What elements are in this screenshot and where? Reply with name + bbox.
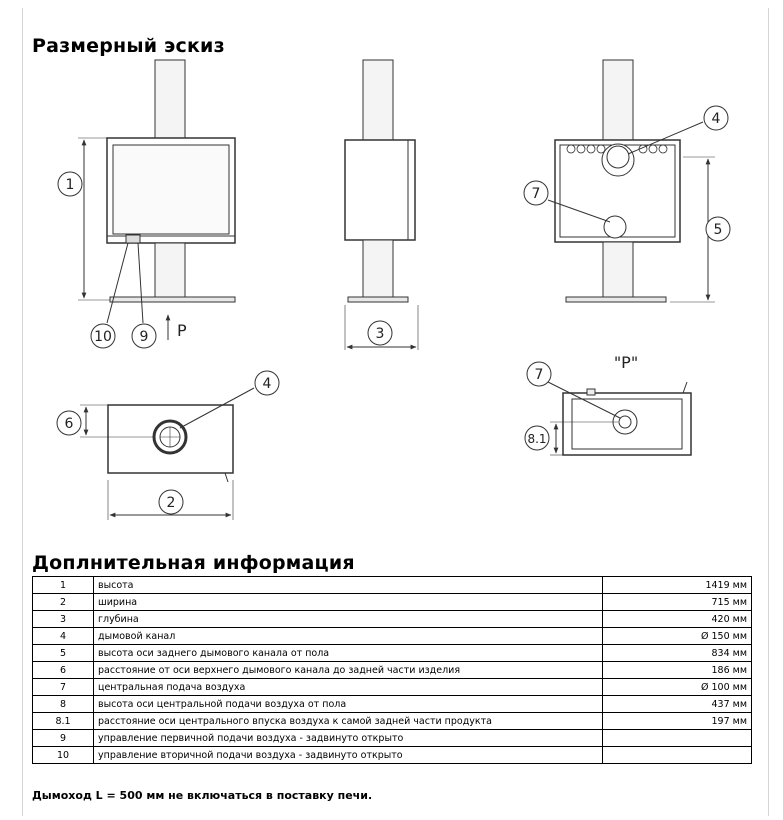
callout-4-rear: 4 [711,111,721,127]
row-description: расстояние оси центрального впуска воздуха к самой задней части продукта [94,713,603,730]
row-value [603,730,752,747]
row-number: 3 [33,611,94,628]
table-row [33,679,752,696]
row-number: 10 [33,747,94,764]
table-row [33,611,752,628]
row-description: ширина [94,594,603,611]
table-row [33,662,752,679]
row-description: дымовой канал [94,628,603,645]
row-value: Ø 150 мм [603,628,752,645]
row-description: центральная подача воздуха [94,679,603,696]
row-description: управление вторичной подачи воздуха - задвинуто открыто [94,747,603,764]
callout-10: 10 [94,329,112,345]
info-title: Доплнительная информация [32,552,355,574]
row-description: управление первичной подачи воздуха - задвинуто открыто [94,730,603,747]
callout-4-top: 4 [262,376,272,392]
table-row [33,730,752,747]
row-number: 6 [33,662,94,679]
sketch-title: Размерный эскиз [32,35,225,57]
row-number: 7 [33,679,94,696]
row-number: 1 [33,577,94,594]
row-number: 8 [33,696,94,713]
row-value: 1419 мм [603,577,752,594]
row-value: 186 мм [603,662,752,679]
rear-view [548,60,715,302]
callout-2: 2 [166,495,176,511]
row-description: высота оси центральной подачи воздуха от пола [94,696,603,713]
side-view [345,60,418,350]
row-number: 5 [33,645,94,662]
table-row [33,713,752,730]
row-value: 834 мм [603,645,752,662]
row-number: 8.1 [33,713,94,730]
callout-1: 1 [65,177,75,193]
table-row [33,594,752,611]
front-view [78,60,235,340]
callout-5: 5 [713,222,723,238]
row-number: 9 [33,730,94,747]
table-row [33,747,752,764]
row-value: Ø 100 мм [603,679,752,696]
row-value: 420 мм [603,611,752,628]
p-arrow-label: P [177,321,187,340]
row-description: высота [94,577,603,594]
callout-8-1: 8.1 [527,432,547,446]
row-description: высота оси заднего дымового канала от пола [94,645,603,662]
callout-6: 6 [64,416,74,432]
row-description: расстояние от оси верхнего дымового канала до задней части изделия [94,662,603,679]
p-view-label: "P" [613,353,639,372]
row-value: 437 мм [603,696,752,713]
p-view [548,382,691,455]
callout-9: 9 [139,329,149,345]
info-table [32,576,752,764]
callout-7-p: 7 [534,367,544,383]
row-number: 2 [33,594,94,611]
callout-7-rear: 7 [531,186,541,202]
row-value: 197 мм [603,713,752,730]
footer-note: Дымоход L = 500 мм не включаться в поставку печи. [32,789,373,802]
callout-3: 3 [375,326,385,342]
table-row [33,628,752,645]
table-row [33,577,752,594]
row-number: 4 [33,628,94,645]
row-value: 715 мм [603,594,752,611]
table-row [33,645,752,662]
table-row [33,696,752,713]
row-value [603,747,752,764]
row-description: глубина [94,611,603,628]
